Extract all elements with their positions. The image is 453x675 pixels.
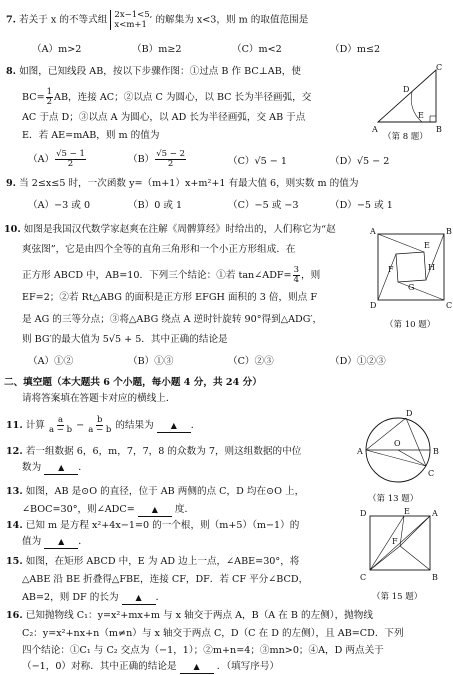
q12-text-2: 数为 bbox=[22, 462, 42, 473]
q11-answer-blank[interactable]: ▲ bbox=[157, 420, 191, 433]
q8-caption: （第 8 题） bbox=[383, 132, 428, 142]
q16-answer-blank[interactable]: ▲ bbox=[180, 661, 214, 674]
q10-text-3b: ，则 bbox=[301, 270, 321, 281]
q10-label-c: C bbox=[446, 301, 452, 310]
q8-option-a-label: （A） bbox=[28, 154, 55, 165]
q7-inequality-system bbox=[110, 10, 152, 30]
q8-figure bbox=[372, 64, 452, 140]
q15-label-a: A bbox=[432, 509, 438, 518]
q10-text-3a: 正方形 ABCD 中，AB=10．下列三个结论：①若 tan∠ADF= bbox=[22, 270, 292, 281]
q15-label-c: C bbox=[360, 573, 367, 582]
q15-number: 15. bbox=[6, 556, 23, 567]
q9-number: 9. bbox=[6, 178, 17, 189]
section-2-note: 请将答案填在答题卡对应的横线上． bbox=[22, 393, 176, 404]
q9-option-a: （A）−3 或 0 bbox=[28, 200, 91, 211]
q8-frac-num: 1 bbox=[46, 87, 53, 97]
q9-text: 当 2≤x≤5 时，一次函数 y=（m+1）x+m²+1 有最大值 6，则实数 m 的值为 bbox=[19, 178, 359, 189]
q11-text-tail: 的结果为 bbox=[115, 420, 154, 431]
q8-option-b-den: 2 bbox=[167, 159, 174, 169]
q16-number: 16. bbox=[6, 610, 23, 621]
q10-label-e: E bbox=[424, 241, 430, 250]
q8-option-b bbox=[128, 150, 187, 169]
q9-option-d: （D）−5 或 1 bbox=[330, 200, 393, 211]
q7-text-tail: 的解集为 x<3，则 m 的取值范围是 bbox=[155, 14, 309, 26]
q16-line-4 bbox=[22, 661, 279, 674]
q10-option-b: （B）①③ bbox=[128, 356, 174, 367]
q10-label-d: D bbox=[370, 301, 377, 310]
q10-line-3 bbox=[22, 266, 320, 285]
q15-line-1 bbox=[6, 556, 299, 568]
q8-option-b-label: （B） bbox=[128, 154, 155, 165]
q7-number: 7. bbox=[6, 14, 17, 26]
q7-inequality-2: x<m+1 bbox=[114, 20, 147, 30]
q15-figure bbox=[360, 508, 440, 586]
q10-label-b: B bbox=[446, 227, 452, 236]
q10-line-1 bbox=[4, 224, 336, 236]
q15-text-3: AB=2，则 DF 的长为 bbox=[22, 592, 119, 603]
q12-text-1: 若一组数据 6，6，m，7，7，8 的众数为 7，则这组数据的中位 bbox=[25, 446, 302, 457]
q14-text-1: 已知 m 是方程 x²+4x−1=0 的一个根，则（m+5）（m−1）的 bbox=[25, 520, 300, 531]
q13-label-d: D bbox=[406, 410, 413, 418]
q15-caption: （第 15 题） bbox=[372, 592, 423, 602]
q11-stem: 11. 计算 $\frac{a}{a - b}$ − $\frac{b}{a - b}$ 的结果为 ▲ ． bbox=[6, 415, 201, 435]
q7-option-b: （B）m≥2 bbox=[132, 44, 182, 55]
q10-label-a: A bbox=[370, 227, 376, 236]
q8-option-a-frac bbox=[55, 150, 86, 169]
q8-line-1 bbox=[6, 66, 301, 78]
q11-minus: − bbox=[76, 420, 85, 431]
q8-label-d: D bbox=[403, 85, 410, 94]
q13-text-2b: 度． bbox=[174, 504, 195, 515]
q8-label-a: A bbox=[372, 125, 378, 134]
q8-number: 8. bbox=[6, 66, 17, 77]
q16-line-1 bbox=[6, 610, 373, 622]
q8-label-b: B bbox=[436, 125, 442, 134]
q8-triangle bbox=[378, 70, 436, 122]
q13-answer-blank[interactable]: ▲ bbox=[138, 504, 172, 517]
q10-frac-num: 3 bbox=[293, 265, 299, 275]
q8-frac-den: 2 bbox=[46, 97, 53, 107]
q11-frac1-num: a bbox=[58, 415, 64, 425]
q13-label-a: A bbox=[357, 447, 363, 456]
q13-line-ac bbox=[366, 450, 426, 466]
q11-frac2-num: b bbox=[97, 415, 103, 425]
q8-option-a-den: 2 bbox=[67, 159, 74, 169]
q8-line-2 bbox=[22, 88, 311, 107]
q7-option-d: （D）m≤2 bbox=[330, 44, 381, 55]
q14-text-2: 值为 bbox=[22, 536, 42, 547]
q8-line-4: E．若 AE=mAB，则 m 的值为 bbox=[22, 130, 160, 141]
q8-option-a-num: √5 − 1 bbox=[56, 149, 85, 159]
q12-answer-blank[interactable]: ▲ bbox=[44, 462, 78, 475]
q10-caption: （第 10 题） bbox=[385, 320, 436, 330]
q7-option-a: （A）m>2 bbox=[32, 44, 82, 55]
q12-number: 12. bbox=[6, 446, 23, 457]
q10-label-h: H bbox=[428, 263, 435, 272]
q13-text-2: ∠BOC=30°，则∠ADC= bbox=[22, 504, 135, 515]
q10-figure bbox=[370, 224, 452, 316]
q10-line-ae bbox=[378, 234, 424, 252]
q9-option-c: （C）−5 或 −3 bbox=[228, 200, 299, 211]
q13-caption: （第 13 题） bbox=[368, 494, 419, 504]
q16-text-4b: ．（填写序号） bbox=[216, 661, 280, 672]
q10-line-2: 爽弦图”，它是由四个全等的直角三角形和一个小正方形组成．在 bbox=[22, 244, 296, 255]
q13-line-dc bbox=[406, 418, 426, 466]
q8-option-b-num: √5 − 2 bbox=[156, 149, 186, 159]
q7-inequality-1: 2x−1<5, bbox=[114, 10, 153, 20]
q15-label-e: E bbox=[404, 508, 410, 516]
q14-number: 14. bbox=[6, 520, 23, 531]
q16-text-4: （−1，0）对称．其中正确的结论是 bbox=[22, 661, 177, 672]
q11-fraction-2 bbox=[88, 416, 111, 435]
q8-label-c: C bbox=[436, 64, 443, 72]
q8-line-3: AC 于点 D；③以点 A 为圆心，以 AD 长为半径画弧，交 AB 于点 bbox=[22, 112, 306, 123]
q10-line-5: 是 AG 的三等分点；③将△ABG 绕点 A 逆时针旋转 90°得到△ADG′， bbox=[22, 314, 323, 325]
q10-option-a: （A）①② bbox=[28, 356, 74, 367]
section-2-title: 二、填空题（本大题共 6 个小题，每小题 4 分，共 24 分） bbox=[4, 377, 262, 388]
q13-text-1: 如图，AB 是⊙O 的直径，位于 AB 两侧的点 C，D 均在⊙O 上， bbox=[25, 486, 305, 497]
q13-number: 13. bbox=[6, 486, 23, 497]
q16-text-1: 已知抛物线 C₁：y=x²+mx+m 与 x 轴交于两点 A，B（A 在 B 的左侧），抛物线 bbox=[25, 610, 373, 621]
q8-label-e: E bbox=[418, 111, 424, 120]
q15-line-df bbox=[400, 516, 430, 546]
q10-frac-den: 4 bbox=[293, 275, 299, 285]
q7-text: 若关于 x 的不等式组 bbox=[19, 14, 108, 26]
q10-text-1: 如图是我国汉代数学家赵爽在注解《周髀算经》时给出的，人们称它为“赵 bbox=[23, 224, 336, 235]
q10-fraction bbox=[293, 266, 300, 285]
q9-option-b: （B）0 或 1 bbox=[128, 200, 183, 211]
q14-line-1 bbox=[6, 520, 299, 532]
q8-option-b-frac bbox=[155, 150, 186, 169]
q15-line-bd bbox=[370, 516, 430, 570]
q16-line-3: 四个结论：①C₁ 与 C₂ 交点为（−1，1）；②m+n=4；③mn>0；④A，D 两点关于 bbox=[22, 645, 384, 656]
q15-label-d: D bbox=[360, 509, 367, 518]
q8-text-1: 如图，已知线段 AB，按以下步骤作图：①过点 B 作 BC⊥AB，使 bbox=[19, 66, 301, 77]
q15-line-3: AB=2，则 DF 的长为 ▲ ． bbox=[22, 592, 166, 603]
q10-line-4: EF=2；②若 Rt△ABG 的面积是正方形 EFGH 面积的 3 倍，则点 F bbox=[22, 292, 317, 303]
q11-number: 11. bbox=[6, 420, 23, 431]
q16-line-2: C₂：y=x²+nx+n（m≠n）与 x 轴交于两点 C，D（C 在 D 的左侧），且 AB=CD．下列 bbox=[22, 628, 404, 639]
q15-label-f: F bbox=[392, 537, 398, 546]
q12-line-2: 数为 ▲ ． bbox=[22, 462, 88, 473]
q15-answer-blank[interactable]: ▲ bbox=[122, 592, 156, 605]
q14-line-2: 值为 ▲ ． bbox=[22, 536, 88, 547]
q13-figure bbox=[352, 410, 444, 492]
q13-line-oc bbox=[398, 450, 426, 466]
q10-inner-square bbox=[396, 252, 426, 282]
q8-fraction-half bbox=[46, 88, 53, 107]
q15-text-1: 如图，在矩形 ABCD 中，E 为 AD 边上一点，∠ABE=30°，将 bbox=[25, 556, 300, 567]
q15-line-be bbox=[370, 516, 404, 570]
q10-number: 10. bbox=[4, 224, 21, 235]
q7-option-c: （C）m<2 bbox=[232, 44, 282, 55]
q10-label-g: G bbox=[408, 283, 415, 292]
q7-stem bbox=[6, 10, 308, 30]
q11-frac2-den: a − b bbox=[88, 425, 112, 435]
q15-line-cf bbox=[400, 546, 430, 570]
q12-line-1 bbox=[6, 446, 301, 458]
q11-frac1-den: a − b bbox=[49, 425, 73, 435]
q11-text: 计算 bbox=[25, 420, 45, 431]
q8-option-d: （D）√5 − 2 bbox=[330, 156, 390, 167]
q14-answer-blank[interactable]: ▲ bbox=[44, 536, 78, 549]
q9-stem bbox=[6, 178, 358, 190]
q10-line-df bbox=[378, 254, 396, 300]
q13-line-2 bbox=[22, 504, 194, 517]
q10-option-c: （C）②③ bbox=[228, 356, 274, 367]
q8-option-c: （C）√5 − 1 bbox=[228, 156, 287, 167]
q15-label-b: B bbox=[432, 573, 438, 582]
q10-line-cg bbox=[398, 282, 444, 300]
q15-line-bf bbox=[370, 546, 400, 570]
q8-text-2a: BC= bbox=[22, 92, 45, 103]
q13-label-b: B bbox=[433, 447, 439, 456]
q10-option-d: （D）①②③ bbox=[330, 356, 386, 367]
q8-option-a bbox=[28, 150, 87, 169]
q13-label-c: C bbox=[428, 469, 435, 478]
q10-line-6: 则 BG′的最大值为 5√5 + 5．其中正确的结论是 bbox=[22, 334, 228, 345]
q15-line-2: △ABE 沿 BE 折叠得△FBE，连接 CF，DF．若 CF 平分∠BCD， bbox=[22, 574, 309, 585]
q11-fraction-1 bbox=[49, 416, 72, 435]
q13-label-o: O bbox=[394, 439, 401, 448]
q13-line-1 bbox=[6, 486, 304, 498]
q10-label-f: F bbox=[388, 265, 394, 274]
q8-text-2b: AB，连接 AC；②以点 C 为圆心，以 BC 长为半径画弧，交 bbox=[54, 92, 312, 103]
